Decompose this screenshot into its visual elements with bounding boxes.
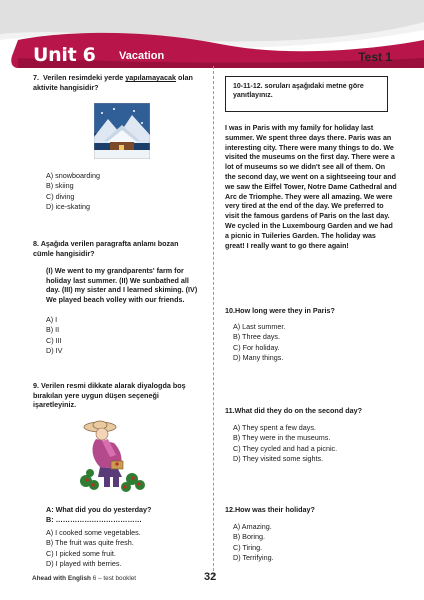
q9-options xyxy=(46,528,206,570)
q7-option-a[interactable]: A) snowboarding xyxy=(46,171,100,180)
question-10 xyxy=(225,306,395,316)
q7-option-c[interactable]: C) diving xyxy=(46,191,75,201)
page-number: 32 xyxy=(204,571,217,583)
q10-option-d[interactable]: D) Many things. xyxy=(233,353,284,363)
q10-prompt: 10.How long were they in Paris? xyxy=(225,306,335,315)
q7-option-b[interactable]: B) skiing xyxy=(46,181,74,191)
question-11 xyxy=(225,406,395,416)
q8-option-d[interactable]: D) IV xyxy=(46,346,63,356)
q11-option-b[interactable]: B) They were in the museums. xyxy=(233,433,331,443)
q7-prompt: 7. Verilen resimdeki yerde yapılamayacak olan aktivite hangisidir? xyxy=(33,73,193,92)
passage-instruction-box xyxy=(225,76,388,112)
passage-instruction: 10-11-12. soruları aşağıdaki metne göre yanıtlayınız. xyxy=(233,83,364,100)
q7-option-d[interactable]: D) ice-skating xyxy=(46,202,90,212)
snow-cabin-image xyxy=(94,103,150,159)
q11-option-d[interactable]: D) They visited some sights. xyxy=(233,454,324,464)
q9-dialog-a: A: What did you do yesterday? xyxy=(46,505,152,514)
q9-option-a[interactable]: A) I cooked some vegetables. xyxy=(46,528,141,537)
question-7 xyxy=(33,73,198,92)
book-title-suffix: 6 – test booklet xyxy=(92,575,137,582)
q12-option-a[interactable]: A) Amazing. xyxy=(233,522,272,531)
question-12 xyxy=(225,505,395,515)
question-9 xyxy=(33,381,201,410)
q7-options xyxy=(46,171,196,213)
q9-option-d[interactable]: D) I played with berries. xyxy=(46,559,122,569)
girl-picking-fruit-image xyxy=(78,417,150,495)
q11-options xyxy=(233,423,393,465)
column-divider xyxy=(213,66,214,576)
q8-option-b[interactable]: B) II xyxy=(46,325,60,335)
unit-topic: Vacation xyxy=(119,50,165,62)
q9-dialog-b: B: ……………………………… xyxy=(46,514,142,524)
page-header xyxy=(0,0,424,68)
q12-option-b[interactable]: B) Boring. xyxy=(233,532,265,542)
q11-prompt: 11.What did they do on the second day? xyxy=(225,406,362,415)
unit-title: Unit 6 xyxy=(33,44,96,66)
q12-options xyxy=(233,522,393,564)
q12-option-d[interactable]: D) Terrifying. xyxy=(233,553,274,563)
test-label: Test 1 xyxy=(358,50,392,64)
q10-options xyxy=(233,322,393,364)
q8-options xyxy=(46,315,196,357)
q10-option-b[interactable]: B) Three days. xyxy=(233,332,281,342)
q12-option-c[interactable]: C) Tiring. xyxy=(233,542,263,552)
q11-option-a[interactable]: A) They spent a few days. xyxy=(233,423,316,432)
q11-option-c[interactable]: C) They cycled and had a picnic. xyxy=(233,443,338,453)
q8-paragraph: (I) We went to my grandparents' farm for holiday last summer. (II) We sunbathed all day. (III) my sister and I learned skiming. (IV) We played beach volley with our friends. xyxy=(46,266,198,304)
q8-option-a[interactable]: A) I xyxy=(46,315,58,324)
q8-prompt: 8. Aşağıda verilen paragrafta anlamı bozan cümle hangisidir? xyxy=(33,239,179,258)
q9-prompt: 9. Verilen resmi dikkate alarak diyalogda boş bırakılan yere uygun düşen seçeneği işaretleyiniz. xyxy=(33,381,186,410)
q10-option-c[interactable]: C) For holiday. xyxy=(233,342,280,352)
q8-option-c[interactable]: C) III xyxy=(46,335,62,345)
question-8 xyxy=(33,239,201,305)
q9-option-c[interactable]: C) I picked some fruit. xyxy=(46,548,116,558)
q9-option-b[interactable]: B) The fruit was quite fresh. xyxy=(46,538,134,548)
q12-prompt: 12.How was their holiday? xyxy=(225,505,315,514)
q9-dialog xyxy=(46,505,206,524)
book-title xyxy=(32,575,136,582)
reading-passage: I was in Paris with my family for holiday last summer. We spent three days there. Paris was an interesting city. There were many things to do. We visited the museums on the first day. There were a lot of museums so we didn't see all of them. On the second day, we went on a sightseeing tour and we saw the Eiffel Tower, Notre Dame Cathedral and Arc de Triomphe. They were all amazing. We were very tired at the end of the day. We preferred to visit the famous gardens of Paris on the last day. We cycled in the Luxembourg Garden and we had a picnic in Tuileries Garden. The holiday was great! I really want to go there again! xyxy=(225,124,397,250)
q10-option-a[interactable]: A) Last summer. xyxy=(233,322,286,331)
book-title-prefix: Ahead with English xyxy=(32,575,91,582)
